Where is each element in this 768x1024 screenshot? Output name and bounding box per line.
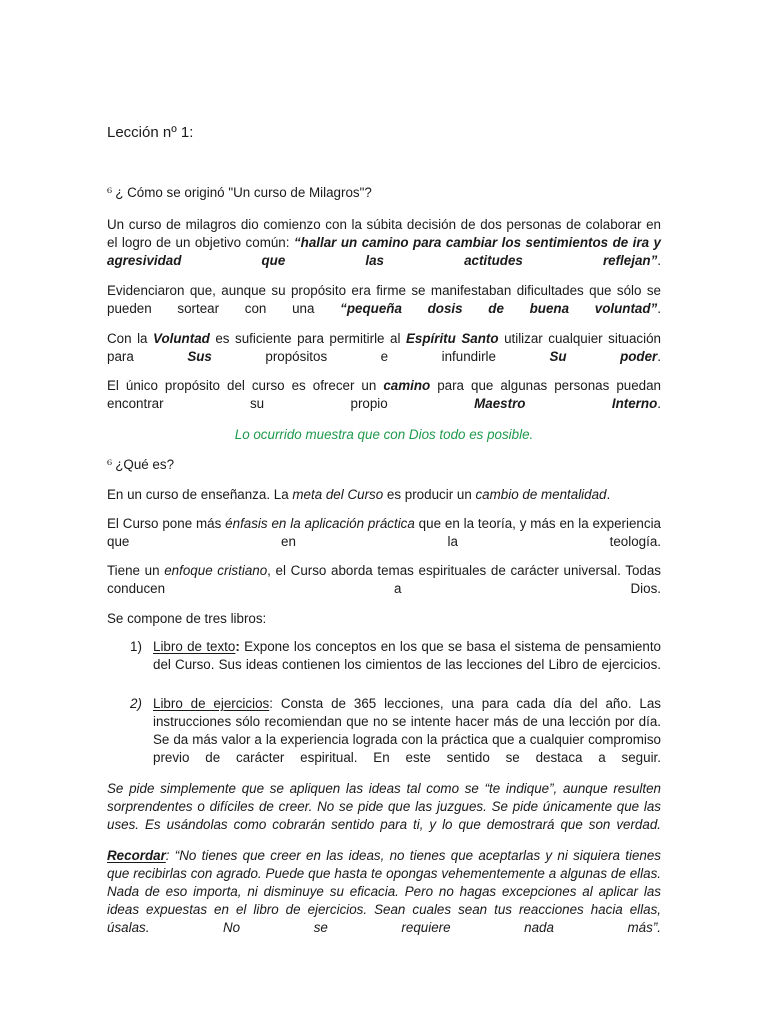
text-span: Evidenciaron que, aunque su propósito era firme se manifestaban dificultades que sólo se pueden sortear con una xyxy=(107,283,661,316)
emphasis-span: Voluntad xyxy=(153,331,210,346)
text-span: Un curso de milagros dio comienzo con la súbita decisión de dos personas de colaborar en el logro de un objetivo común: xyxy=(107,217,661,250)
emphasis-span: Maestro Interno xyxy=(474,396,658,411)
text-span: es suficiente para permitirle al xyxy=(209,331,406,346)
paragraph-origin xyxy=(107,216,661,288)
text-span: . xyxy=(657,396,661,411)
list-number: 1) xyxy=(130,639,142,654)
emphasis-span: cambio de mentalidad xyxy=(475,487,607,502)
emphasis-span: Espíritu Santo xyxy=(405,331,499,346)
emphasis-span: Sus xyxy=(187,349,212,364)
bullet-mark-icon: ⁶ xyxy=(107,186,113,201)
question-origin-text: ¿ Cómo se originó "Un curso de Milagros"? xyxy=(115,185,372,200)
text-span: es producir un xyxy=(383,487,476,502)
emphasis-span: camino xyxy=(383,378,431,393)
text-span: . xyxy=(657,301,661,316)
remember-label: Recordar xyxy=(107,848,166,863)
text-span: , el Curso aborda temas espirituales de carácter universal. Todas conducen a Dios. xyxy=(107,563,661,596)
list-item-textbook xyxy=(153,638,661,692)
text-span: Expone los conceptos en los que se basa el sistema de pensamiento del Curso. Sus ideas contienen los cimientos de las lecciones del Libro de ejercicios. xyxy=(153,639,661,672)
text-span: Consta de 365 lecciones, una para cada día del año. Las instrucciones sólo recomiendan que no se intente hacer más de una lección por día. Se da más valor a la experiencia lograda con la práctica que a cualquier compromiso previo de carácter espiritual. En este sentido se destaca a seguir. xyxy=(153,696,661,765)
colon-span: : xyxy=(235,639,240,654)
text-span: El único propósito del curso es ofrecer un xyxy=(107,378,384,393)
text-span: En un curso de enseñanza. La xyxy=(107,487,293,502)
text-span: . xyxy=(606,487,611,502)
text-span: . xyxy=(657,253,661,268)
text-span: propósitos e infundirle xyxy=(211,349,550,364)
paragraph-remember xyxy=(107,847,661,955)
text-span: : “No tienes que creer en las ideas, no tienes que aceptarlas y ni siquiera tienes que recibirlas con agrado. Puede que hasta te opongas vehementemente a algunas de ellas. Nada de eso importa, ni disminuye su eficacia. Pero no hagas excepciones al aplicar las ideas expuestas en el libro de ejercicios. Sean cuales sean tus reacciones hacia ellas, úsalas. No se requiere nada más”. xyxy=(107,848,661,935)
text-span: El Curso pone más xyxy=(107,516,226,531)
paragraph-difficulties xyxy=(107,282,661,336)
colon-span: : xyxy=(269,696,273,711)
list-item-workbook xyxy=(153,695,661,785)
text-span: . xyxy=(657,349,661,364)
emphasis-span: Su poder xyxy=(549,349,658,364)
paragraph-purpose xyxy=(107,377,661,431)
green-highlight-line: Lo ocurrido muestra que con Dios todo es posible. xyxy=(234,427,534,442)
lesson-title: Lección nº 1: xyxy=(107,124,194,141)
quote-span: “hallar un camino para cambiar los sentimientos de ira y agresividad que las actitudes reflejan” xyxy=(107,235,661,268)
paragraph-three-books: Se compone de tres libros: xyxy=(107,611,267,626)
paragraph-teaching xyxy=(107,486,661,504)
emphasis-span: énfasis en la aplicación práctica xyxy=(225,516,415,531)
paragraph-instructions: Se pide simplemente que se apliquen las ideas tal como se “te indique”, aunque resulten sorprendentes o difíciles de creer. No se pide que las juzgues. Se pide únicamente que las uses. Es usándolas como cobrarán sentido para ti, y lo que demostrará que son verdad. xyxy=(107,781,661,832)
emphasis-span: enfoque cristiano xyxy=(164,563,268,578)
text-span: Tiene un xyxy=(107,563,165,578)
text-span: para que algunas personas puedan encontrar su propio xyxy=(107,378,662,411)
question-origin xyxy=(107,184,661,203)
list-item-title: Libro de ejercicios xyxy=(153,696,270,711)
question-what-text: ¿Qué es? xyxy=(115,457,175,472)
list-item-title: Libro de texto xyxy=(153,639,236,654)
paragraph-approach xyxy=(107,562,661,616)
text-span: Con la xyxy=(107,331,154,346)
text-span: utilizar cualquier situación para xyxy=(107,331,661,364)
list-number: 2) xyxy=(130,696,142,711)
text-span: que en la teoría, y más en la experiencia que en la teología. xyxy=(107,516,661,549)
question-what xyxy=(107,456,661,475)
paragraph-will xyxy=(107,330,661,384)
quote-span: “pequeña dosis de buena voluntad” xyxy=(340,301,658,316)
paragraph-emphasis xyxy=(107,515,661,569)
bullet-mark-icon: ⁶ xyxy=(107,458,113,473)
emphasis-span: meta del Curso xyxy=(292,487,384,502)
